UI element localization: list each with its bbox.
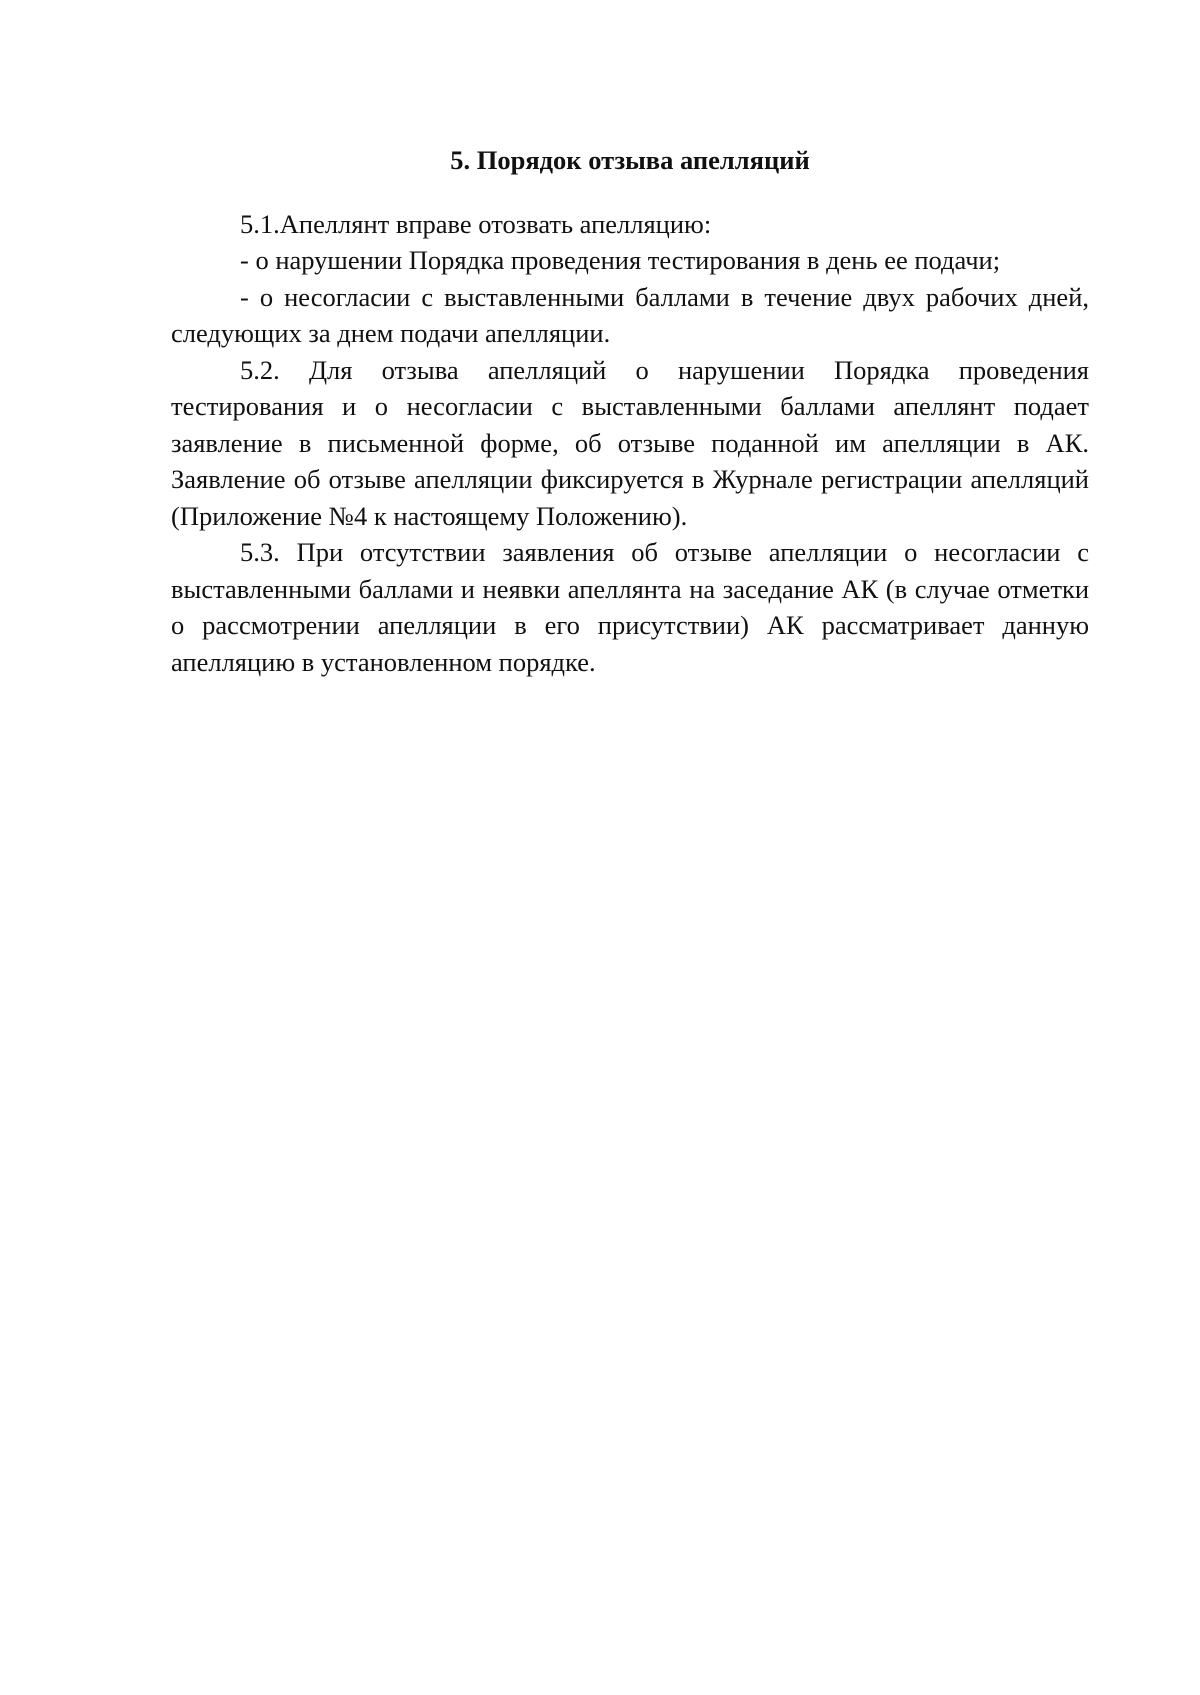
paragraph-5-3: 5.3. При отсутствии заявления об отзыве апелляции о несогласии с выставленными баллами и неявки апеллянта на заседание АК (в случае отметки о рассмотрении апелляции в его присутствии) АК рассматривает данную апелляцию в установленном порядке. xyxy=(171,537,1089,677)
paragraph-5-2: 5.2. Для отзыва апелляций о нарушении Порядка проведения тестирования и о несогласии с выставленными баллами апеллянт подает заявление в письменной форме, об отзыве поданной им апелляции в АК. Заявление об отзыве апелляции фиксируется в Журнале регистрации апелляций (Приложение №4 к настоящему Положению). xyxy=(171,354,1089,531)
paragraph-5-1-item-2: - о несогласии с выставленными баллами в течение двух рабочих дней, следующих за днем подачи апелляции. xyxy=(171,281,1089,348)
document-body xyxy=(171,142,1089,680)
section-title: 5. Порядок отзыва апелляций xyxy=(450,145,810,175)
paragraph-5-1: 5.1.Апеллянт вправе отозвать апелляцию: xyxy=(240,208,712,239)
paragraph-5-1-item-1: - о нарушении Порядка проведения тестирования в день ее подачи; xyxy=(240,245,1001,275)
